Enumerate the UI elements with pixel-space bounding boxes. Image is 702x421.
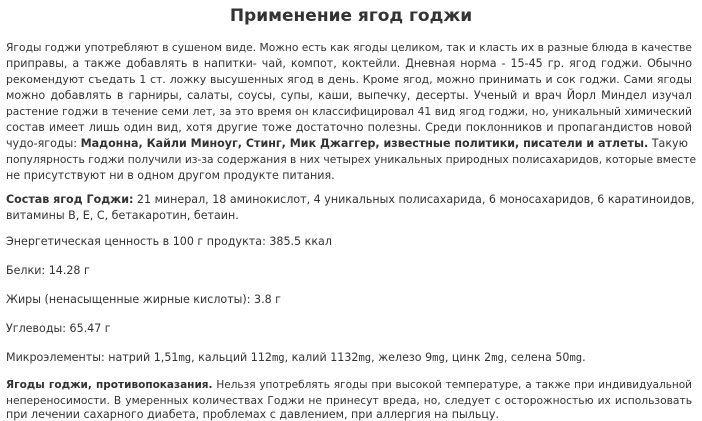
unit-mg: mg bbox=[569, 352, 583, 364]
composition-line-2: витамины В, Е, С, бетакаротин, бетаин. bbox=[6, 209, 239, 222]
unit-mg: mg bbox=[178, 352, 192, 364]
intro-line-4: можно добавлять в гарниры, салаты, соусы, супы, каши, выпечку, десерты. Ученый и врач Йорл Миндел изучал bbox=[6, 89, 692, 102]
unit-mg: mg bbox=[432, 352, 445, 364]
energy-value: Энергетическая ценность в 100 г продукта: 385.5 ккал bbox=[6, 235, 332, 248]
intro-line-3: рекомендуют съедать 1 ст. ложку высушенных ягод в день. Кроме ягод, можно принимать и сок годжи. Сами ягоды bbox=[6, 73, 692, 86]
intro-line-7-suffix: Такую bbox=[648, 137, 688, 150]
contra-line-3: при лечении сахарного диабета, проблемах с давлением, при аллергия на пыльцу. bbox=[6, 408, 500, 421]
celebrity-fans: Мадонна, Кайли Миноуг, Стинг, Мик Джаггер, известные политики, писатели и атлеты. bbox=[80, 137, 649, 150]
intro-line-7-prefix: чудо-ягоды: bbox=[6, 137, 81, 150]
micro-sodium: Микроэлементы: натрий 1,51 bbox=[6, 351, 179, 364]
contra-line-2: непереносимости. В умеренных количествах Годжи не принесут вреда, но, следует с осторожностью их использовать bbox=[6, 394, 692, 407]
intro-line-8: популярность годжи получили из-за содержания в них четырех уникальных природных полисахаридов, которые вместе bbox=[6, 153, 697, 166]
micro-zinc: , цинк 2 bbox=[444, 351, 492, 364]
micro-elements bbox=[6, 350, 586, 366]
intro-line-6: состав имеет лишь один вид, хотя другие тоже достаточно полезны. Среди поклонников и пропагандистов новой bbox=[6, 121, 692, 134]
micro-iron: , железо 9 bbox=[371, 351, 433, 364]
proteins-value: Белки: 14.28 г bbox=[6, 264, 90, 277]
carbs-value: Углеводы: 65.47 г bbox=[6, 322, 111, 335]
contra-label: Ягоды годжи, противопоказания. bbox=[6, 379, 213, 391]
fats-value: Жиры (ненасыщенные жирные кислоты): 3.8 г bbox=[6, 293, 282, 306]
intro-line-5: растение годжи в течение семи лет, за это время он классифицировал 41 вид ягод годжи, но, уникальный химический bbox=[6, 105, 692, 118]
intro-line-2: приправы, а также добавлять в напитки- чай, компот, коктейли. Дневная норма - 15-45 гр. ягод годжи. Обычно bbox=[6, 57, 692, 70]
composition-label: Состав ягод Годжи: bbox=[6, 193, 134, 206]
micro-end: . bbox=[582, 351, 586, 364]
page-title: Применение ягод годжи bbox=[229, 6, 473, 26]
intro-line-9: не присутствуют ни в одном другом продукте питания. bbox=[6, 169, 335, 182]
unit-mg: mg bbox=[358, 352, 372, 364]
composition-text: 21 минерал, 18 аминокислот, 4 уникальных полисахарида, 6 моносахаридов, 6 каратиноидов, bbox=[133, 193, 695, 206]
micro-calcium: , кальций 112 bbox=[191, 351, 272, 364]
contra-text: Нельзя употреблять ягоды при высокой температуре, а также при индивидуальной bbox=[212, 379, 692, 391]
unit-mg: mg bbox=[491, 352, 504, 364]
unit-mg: mg bbox=[271, 352, 285, 364]
intro-line-7 bbox=[6, 136, 688, 152]
composition-line-1 bbox=[6, 192, 695, 208]
micro-potassium: , калий 1132 bbox=[284, 351, 359, 364]
contra-line-1 bbox=[6, 377, 692, 393]
intro-line-1: Ягоды годжи употребляют в сушеном виде. Можно есть как ягоды целиком, так и класть их в разные блюда в качестве bbox=[6, 41, 692, 54]
micro-selenium: , селена 50 bbox=[503, 351, 570, 364]
